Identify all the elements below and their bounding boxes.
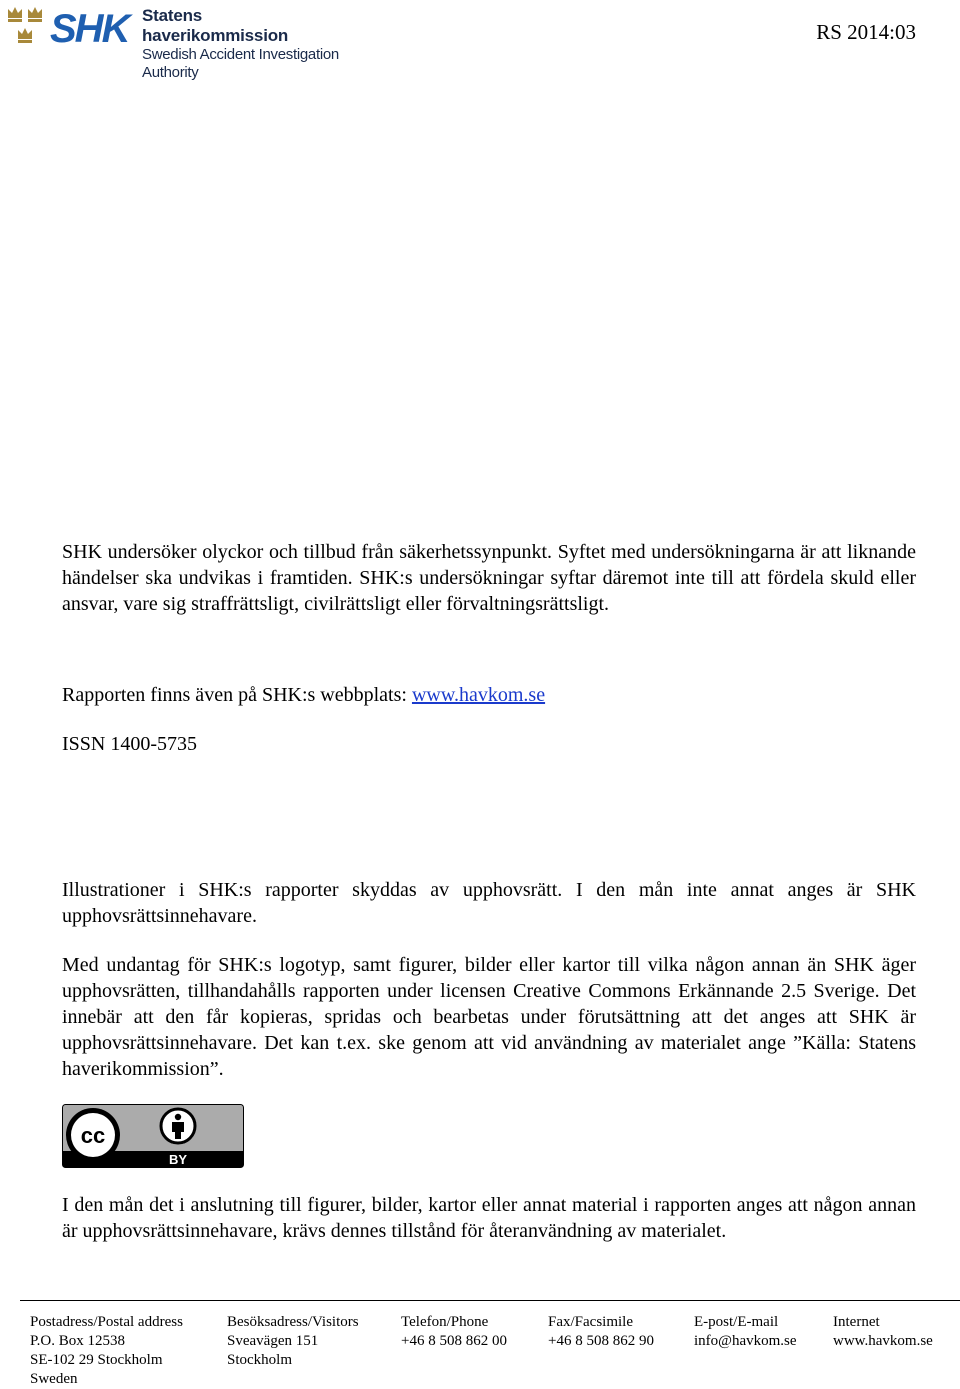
footer-heading: Telefon/Phone <box>401 1314 489 1330</box>
shk-logo <box>6 4 346 81</box>
website-prefix: Rapporten finns även på SHK:s webbplats: <box>62 684 412 706</box>
footer-line: Sveavägen 151 <box>227 1333 319 1349</box>
footer-visitors-address <box>227 1313 359 1370</box>
footer-heading: Fax/Facsimile <box>548 1314 633 1330</box>
footer-heading: Postadress/Postal address <box>30 1314 183 1330</box>
footer-divider <box>20 1300 960 1301</box>
website-line <box>62 682 916 708</box>
third-party-paragraph: I den mån det i anslutning till figurer, bilder, kartor eller annat material i rapporten anges att någon annan är upphovsrättsinnehavare, krävs dennes tillstånd för återanvändning av materialet. <box>62 1194 916 1242</box>
footer-phone <box>401 1313 507 1351</box>
agency-name <box>142 6 346 82</box>
three-crowns-icon <box>6 4 46 48</box>
by-label: BY <box>168 1152 188 1167</box>
footer-line: Sweden <box>30 1371 78 1387</box>
agency-name-en: Swedish Accident Investigation Authority <box>142 46 339 81</box>
creative-commons-by-badge[interactable] <box>62 1104 244 1168</box>
footer-heading: Internet <box>833 1314 880 1330</box>
shk-logo-text: SHK <box>50 7 129 46</box>
footer-website-link[interactable]: www.havkom.se <box>833 1333 933 1349</box>
attribution-person-icon <box>161 1109 195 1143</box>
agency-name-sv: Statens haverikommission <box>142 6 289 45</box>
footer-line: Stockholm <box>227 1352 293 1368</box>
report-number: RS 2014:03 <box>816 20 916 44</box>
footer-line: +46 8 508 862 00 <box>401 1333 507 1349</box>
footer-postal-address <box>30 1313 183 1389</box>
shk-logo-mark <box>48 6 140 46</box>
footer-heading: E-post/E-mail <box>694 1314 779 1330</box>
footer-fax <box>548 1313 654 1351</box>
copyright-paragraph: Illustrationer i SHK:s rapporter skyddas av upphovsrätt. I den mån inte annat anges är SHK upphovsrättsinnehavare. <box>62 879 916 927</box>
license-paragraph: Med undantag för SHK:s logotyp, samt figurer, bilder eller kartor till vilka någon annan än SHK äger upphovsrätten, tillhandahålls rapporten under licensen Creative Commons Erkännande 2.5 Sverige. Det innebär att den får kopieras, spridas och bearbetas under förutsättning att det anges att SHK är upphovsrättsinnehavare. Det kan t.ex. ske genom att vid användning av materialet ange ”Källa: Statens haverikommission”. <box>62 954 916 1080</box>
footer-line: SE-102 29 Stockholm <box>30 1352 163 1368</box>
cc-label: cc <box>80 1123 106 1148</box>
footer-line: +46 8 508 862 90 <box>548 1333 654 1349</box>
footer-internet <box>833 1313 933 1351</box>
page-header <box>0 0 960 81</box>
footer-email <box>694 1313 797 1351</box>
purpose-paragraph: SHK undersöker olyckor och tillbud från säkerhetssynpunkt. Syftet med undersökningarna är att liknande händelser ska undvikas i framtiden. SHK:s undersökningar syftar däremot inte till att fördela skuld eller ansvar, vare sig straffrättsligt, civilrättsligt eller förvaltningsrättsligt. <box>62 541 916 615</box>
issn: ISSN 1400-5735 <box>62 733 198 755</box>
footer-line: P.O. Box 12538 <box>30 1333 126 1349</box>
footer-email-link[interactable]: info@havkom.se <box>694 1333 797 1349</box>
footer-heading: Besöksadress/Visitors <box>227 1314 359 1330</box>
website-link[interactable]: www.havkom.se <box>411 684 546 706</box>
